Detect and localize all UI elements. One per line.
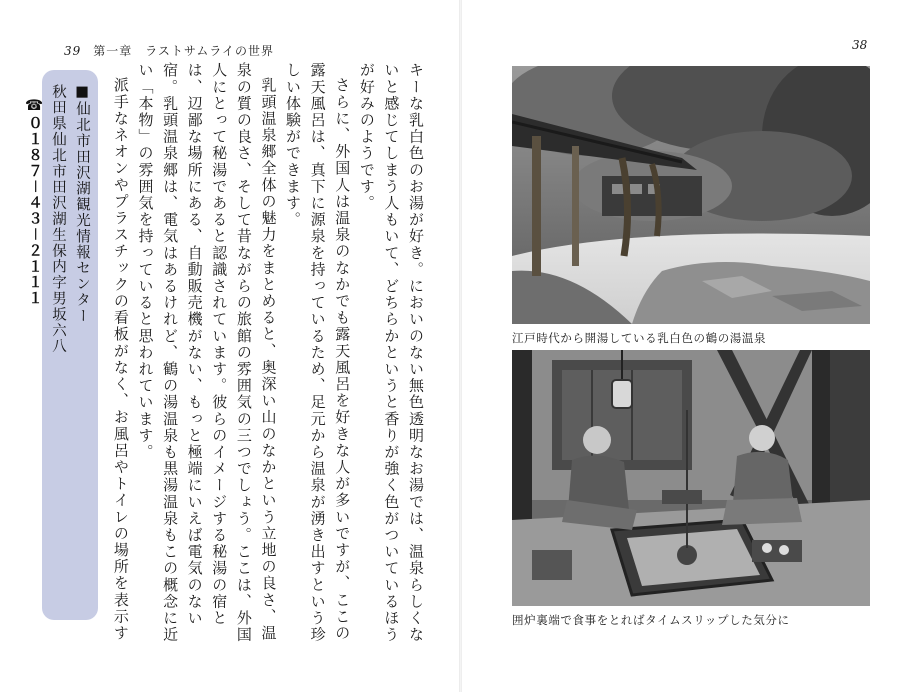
info-address: 秋田県仙北市田沢湖生保内字男坂六八 <box>50 84 66 355</box>
info-box <box>26 70 98 620</box>
right-page <box>462 0 920 692</box>
paragraph-1: キーな乳白色のお湯が好き。においのない無色透明なお湯では、温泉らしくないと感じてしまう人もいて、どちらかというと香りが強く色がついているほうが好みのようです。 <box>357 62 425 643</box>
chapter-title: 第一章 ラストサムライの世界 <box>93 44 274 58</box>
info-title: ■仙北市田沢湖観光情報センター <box>74 84 90 324</box>
body-text <box>110 62 428 652</box>
paragraph-3: 乳頭温泉郷全体の魅力をまとめると、奥深い山のなかという立地の良さ、温泉の質の良さ、そして昔ながらの旅館の雰囲気の三つでしょう。ここは、外国人にとって秘湯であると認識されています。彼らのイメージする秘湯の宿とは、辺鄙な場所にある、自動販売機がない、もっと極端にいえば電気のない宿。乳頭温泉郷は、電気はあるけれど、鶴の湯温泉も黒湯温泉もこの概念に近い「本物」の雰囲気を持っていると思われています。 <box>136 62 278 643</box>
page-number-right: 38 <box>852 38 868 52</box>
paragraph-2: さらに、外国人は温泉のなかでも露天風呂を好きな人が多いですが、ここの露天風呂は、真下に源泉を持っているため、足元から温泉が湧き出すという珍しい体験ができます。 <box>284 62 352 643</box>
caption-2: 囲炉裏端で食事をとればタイムスリップした気分に <box>512 613 790 627</box>
paragraph-4: 派手なネオンやプラスチックの看板がなく、お風呂やトイレの場所を表示す <box>111 77 130 642</box>
page-number-left: 39 <box>64 44 82 58</box>
photo-irori-dining <box>512 350 870 606</box>
photo-open-air-bath <box>512 66 870 324</box>
caption-1: 江戸時代から開湯している乳白色の鶴の湯温泉 <box>512 331 767 345</box>
info-content <box>22 84 94 604</box>
info-phone: ☎０１８７－４３－２１１１ <box>26 98 42 307</box>
running-head <box>64 42 274 59</box>
